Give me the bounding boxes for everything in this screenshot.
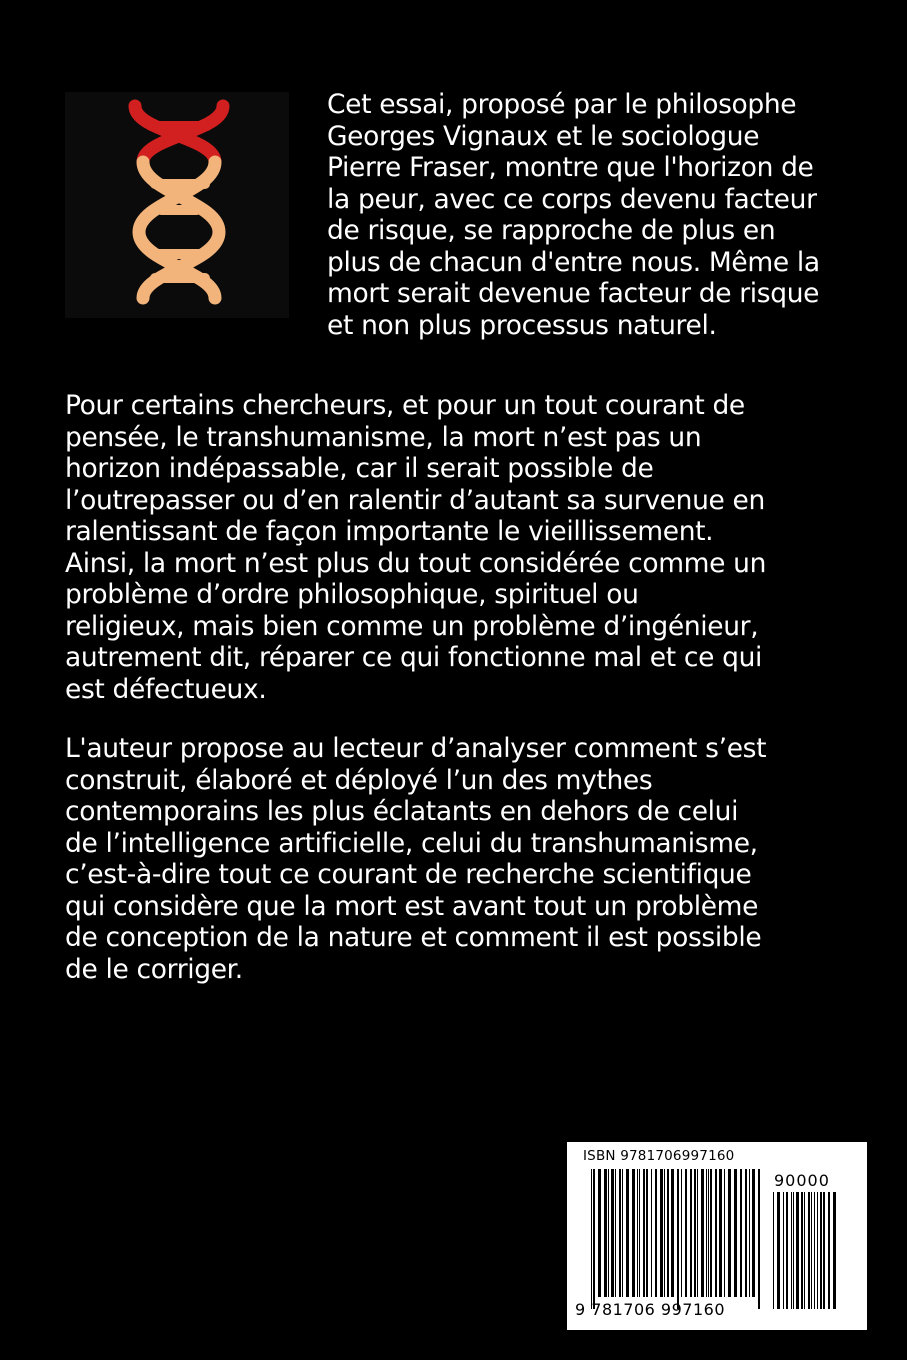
barcode-bar	[728, 1169, 731, 1297]
closing-line: contemporains les plus éclatants en dehors de celui	[65, 796, 739, 827]
barcode-bar	[643, 1169, 645, 1297]
addon-bar	[777, 1192, 780, 1309]
barcode-bar	[719, 1169, 722, 1297]
barcode-bar	[749, 1169, 750, 1297]
barcode-bar	[708, 1169, 709, 1297]
middle-line: est défectueux.	[65, 673, 267, 705]
addon-code: 90000	[774, 1171, 830, 1190]
barcode-bar	[690, 1169, 692, 1297]
barcode-digits: 9 781706 997160	[575, 1300, 726, 1319]
addon-bar	[791, 1192, 792, 1309]
barcode-bar	[604, 1169, 607, 1297]
middle-line: pensée, le transhumanisme, la mort n’est pas un	[65, 421, 702, 453]
isbn-label: ISBN 9781706997160	[583, 1148, 735, 1164]
addon-bar	[793, 1192, 794, 1309]
barcode-bar	[685, 1169, 687, 1297]
intro-line: la peur, avec ce corps devenu facteur	[327, 183, 817, 215]
barcode-bar	[660, 1169, 663, 1297]
middle-line: ralentissant de façon importante le vieillissement.	[65, 516, 714, 547]
barcode-bar	[591, 1169, 592, 1309]
barcode-bar	[593, 1169, 595, 1309]
barcode-bar	[646, 1169, 648, 1297]
closing-line: L'auteur propose au lecteur d’analyser comment s’est	[65, 733, 767, 764]
middle-line: horizon indépassable, car il serait possible de	[65, 453, 654, 484]
middle-line: problème d’ordre philosophique, spirituel ou	[65, 579, 639, 610]
addon-bar	[796, 1192, 799, 1309]
barcode-bar	[637, 1169, 638, 1297]
barcode-bar	[639, 1169, 640, 1297]
addon-bar	[786, 1192, 788, 1309]
addon-bar	[811, 1192, 812, 1309]
barcode-bar	[734, 1169, 737, 1297]
intro-line: et non plus processus naturel.	[327, 309, 717, 341]
intro-line: Georges Vignaux et le sociologue	[327, 120, 760, 152]
barcode-bar	[701, 1169, 704, 1297]
barcode-bar	[710, 1169, 712, 1297]
addon-bar	[833, 1192, 836, 1309]
middle-paragraph	[65, 390, 766, 705]
barcode-bar	[608, 1169, 609, 1297]
barcode-bar	[706, 1169, 707, 1297]
barcode-bar	[681, 1169, 682, 1297]
intro-paragraph	[327, 89, 820, 341]
barcode-bar	[740, 1169, 742, 1297]
middle-line: autrement dit, réparer ce qui fonctionne mal et ce qui	[65, 642, 763, 673]
addon-bar	[783, 1192, 784, 1309]
closing-line: de conception de la nature et comment il est possible	[65, 922, 762, 953]
addon-bar	[823, 1192, 825, 1309]
barcode-bar	[724, 1169, 725, 1297]
dna-helix-icon	[65, 92, 289, 318]
closing-line: de l’intelligence artificielle, celui du transhumanisme,	[65, 827, 758, 859]
barcode-bar	[752, 1169, 755, 1297]
barcode-bar	[697, 1169, 698, 1297]
closing-line: construit, élaboré et déployé l’un des mythes	[65, 764, 653, 796]
isbn-barcode-box	[566, 1141, 868, 1331]
barcode-bar	[758, 1169, 760, 1309]
barcode-bar	[615, 1169, 616, 1297]
barcode-bar	[655, 1169, 657, 1297]
middle-line: Pour certains chercheurs, et pour un tout courant de	[65, 390, 745, 421]
intro-line: Pierre Fraser, montre que l'horizon de	[327, 152, 814, 183]
middle-line: l’outrepasser ou d’en ralentir d’autant sa survenue en	[65, 484, 765, 516]
addon-bar	[773, 1192, 774, 1309]
addon-bar	[801, 1192, 803, 1309]
barcode-bar	[626, 1169, 629, 1297]
addon-bar	[808, 1192, 810, 1309]
barcode-bar	[619, 1169, 621, 1297]
addon-bar	[817, 1192, 818, 1309]
barcode-bar	[611, 1169, 614, 1297]
addon-bar	[820, 1192, 822, 1309]
intro-line: de risque, se rapproche de plus en	[327, 215, 776, 246]
middle-line: religieux, mais bien comme un problème d’ingénieur,	[65, 610, 759, 642]
closing-line: qui considère que la mort est avant tout un problème	[65, 890, 759, 922]
barcode-bar	[651, 1169, 652, 1297]
closing-line: de le corriger.	[65, 953, 243, 985]
closing-line: c’est-à-dire tout ce courant de recherche scientifique	[65, 859, 752, 890]
barcode-bar	[632, 1169, 635, 1297]
barcode-bar	[667, 1169, 669, 1297]
middle-line: Ainsi, la mort n’est plus du tout considérée comme un	[65, 547, 767, 579]
dna-logo	[65, 92, 289, 318]
barcode-bar	[671, 1169, 674, 1297]
intro-line: Cet essai, proposé par le philosophe	[327, 89, 797, 120]
barcode-bar	[715, 1169, 717, 1297]
intro-line: plus de chacun d'entre nous. Même la	[327, 246, 820, 278]
barcode-bar	[664, 1169, 665, 1297]
addon-bar	[828, 1192, 830, 1309]
intro-line: mort serait devenue facteur de risque	[327, 278, 820, 309]
barcode-bar	[694, 1169, 696, 1297]
closing-paragraph	[65, 733, 766, 985]
barcode-bar	[745, 1169, 747, 1297]
addon-bar	[814, 1192, 815, 1309]
barcode-bar	[598, 1169, 601, 1297]
addon-bar	[804, 1192, 805, 1309]
barcode-bar	[677, 1169, 679, 1309]
barcode-bar	[622, 1169, 623, 1297]
